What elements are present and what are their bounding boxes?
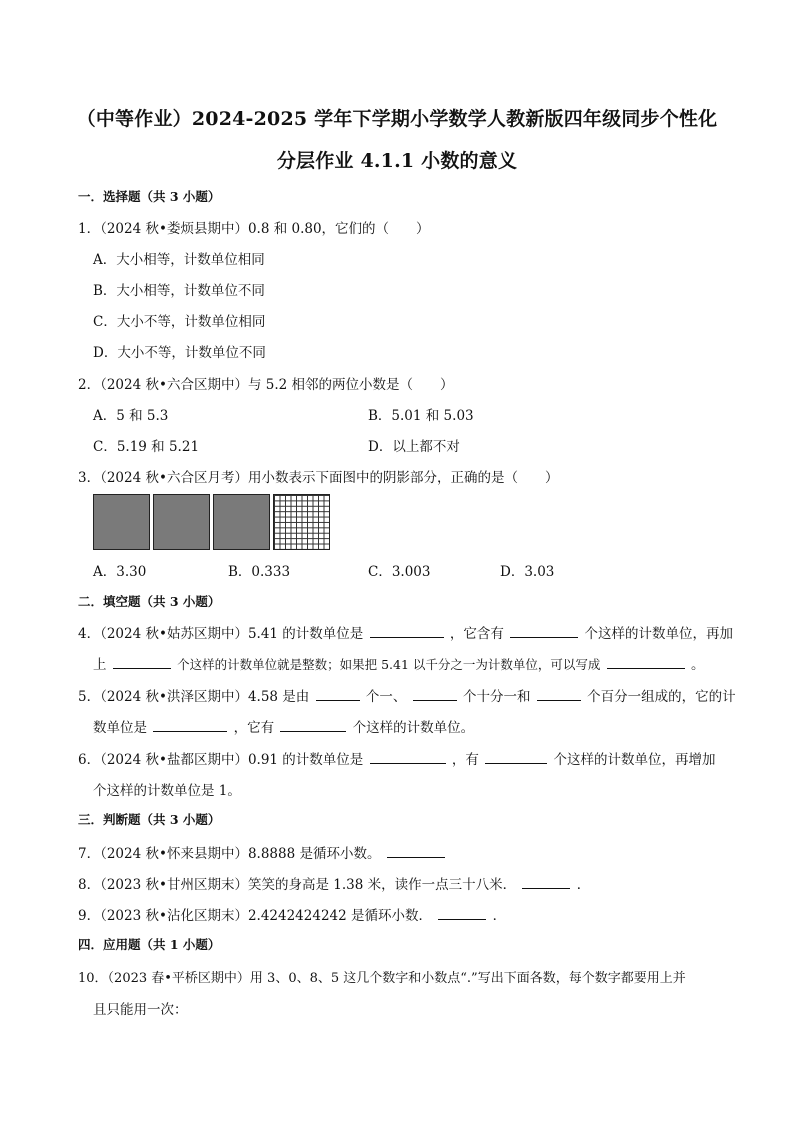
answer-blank[interactable] [607, 656, 685, 669]
answer-blank[interactable] [387, 845, 445, 858]
answer-blank[interactable] [370, 751, 446, 764]
question-4-text: 个这样的计数单位就是整数；如果把 5.41 以千分之一为计数单位，可以写成 [177, 657, 601, 672]
question-5-text: 5．（2024 秋•洪泽区期中）4.58 是由 [78, 689, 310, 705]
question-2-option-a: A．5 和 5.3 [93, 408, 169, 424]
question-6-line-1 [78, 748, 716, 768]
question-5-text: 个这样的计数单位。 [352, 720, 475, 736]
answer-blank[interactable] [370, 625, 444, 638]
question-4-line-1 [78, 622, 733, 642]
question-4-text: 上 [93, 657, 107, 673]
answer-blank[interactable] [316, 688, 360, 701]
question-6-text: ，有 [451, 752, 479, 768]
answer-blank[interactable] [153, 719, 227, 732]
question-1-option-c: C．大小不等，计数单位相同 [93, 314, 266, 330]
answer-blank[interactable] [485, 751, 547, 764]
question-8-end: ． [576, 877, 591, 893]
question-2-option-d: D．以上都不对 [368, 439, 460, 455]
document-title-line-1: （中等作业）2024-2025 学年下学期小学数学人教新版四年级同步个性化 [76, 108, 718, 130]
question-6-text: 个这样的计数单位，再增加 [553, 752, 716, 768]
answer-blank[interactable] [413, 688, 457, 701]
question-7-text: 7．（2024 秋•怀来县期中）8.8888 是循环小数。 [78, 846, 381, 862]
question-8-line [78, 873, 590, 893]
question-7-line [78, 842, 447, 862]
question-1-option-d: D．大小不等，计数单位不同 [93, 345, 266, 361]
question-4-text: 。 [690, 657, 705, 673]
answer-blank[interactable] [280, 719, 346, 732]
question-3-option-b: B．0.333 [228, 564, 291, 580]
question-2-option-b: B．5.01 和 5.03 [368, 408, 474, 424]
question-5-text: 个一、 [365, 689, 407, 705]
question-8-text: 8．（2023 秋•甘州区期末）笑笑的身高是 1.38 米，读作一点三十八米． [78, 877, 517, 893]
question-3-option-c: C．3.003 [368, 564, 431, 580]
question-5-text: ，它有 [233, 720, 275, 736]
section-heading: 三．判断题（共 3 小题） [78, 812, 221, 827]
question-5-line-2 [93, 716, 474, 736]
section-heading: 四．应用题（共 1 小题） [78, 937, 221, 952]
question-4-text: ，它含有 [449, 626, 504, 642]
question-4-text: 4．（2024 秋•姑苏区期中）5.41 的计数单位是 [78, 626, 364, 642]
question-5-line-1 [78, 685, 736, 705]
question-2-option-c: C．5.19 和 5.21 [93, 439, 200, 455]
answer-blank[interactable] [113, 656, 171, 669]
question-10-line-2: 且只能用一次： [93, 1002, 188, 1018]
question-1-stem: 1．（2024 秋•娄烦县期中）0.8 和 0.80，它们的（ ） [78, 221, 430, 237]
section-heading: 一．选择题（共 3 小题） [78, 189, 221, 204]
question-9-end: ． [492, 908, 507, 924]
question-6-line-2: 个这样的计数单位是 1。 [93, 783, 241, 799]
question-10-line-1: 10．（2023 春•平桥区期中）用 3、0、8、5 这几个数字和小数点“.”写出下面各数，每个数字都要用上并 [78, 971, 686, 986]
answer-blank[interactable] [510, 625, 578, 638]
section-heading: 二．填空题（共 3 小题） [78, 594, 221, 609]
question-3-option-d: D．3.03 [500, 564, 555, 580]
question-6-text: 6．（2024 秋•盐都区期中）0.91 的计数单位是 [78, 752, 364, 768]
question-3-option-a: A．3.30 [93, 564, 147, 580]
shaded-square-3 [213, 494, 270, 550]
question-9-text: 9．（2023 秋•沾化区期末）2.4242424242 是循环小数． [78, 908, 433, 924]
document-title-line-2: 分层作业 4.1.1 小数的意义 [276, 150, 518, 172]
question-5-text: 个十分一和 [463, 689, 531, 705]
shaded-square-1 [93, 494, 150, 550]
answer-blank[interactable] [438, 907, 486, 920]
question-9-line [78, 904, 506, 924]
question-5-text: 数单位是 [93, 720, 147, 736]
answer-blank[interactable] [537, 688, 581, 701]
question-2-stem: 2．（2024 秋•六合区期中）与 5.2 相邻的两位小数是（ ） [78, 377, 454, 393]
question-5-text: 个百分一组成的，它的计 [587, 689, 736, 705]
question-4-text: 个这样的计数单位，再加 [584, 626, 733, 642]
shaded-square-2 [153, 494, 210, 550]
answer-blank[interactable] [522, 876, 570, 889]
hundred-grid-square [273, 494, 330, 550]
question-1-option-a: A．大小相等，计数单位相同 [93, 252, 265, 268]
question-4-line-2 [93, 653, 704, 673]
question-1-option-b: B．大小相等，计数单位不同 [93, 283, 265, 299]
question-3-stem: 3．（2024 秋•六合区月考）用小数表示下面图中的阴影部分，正确的是（ ） [78, 470, 559, 486]
